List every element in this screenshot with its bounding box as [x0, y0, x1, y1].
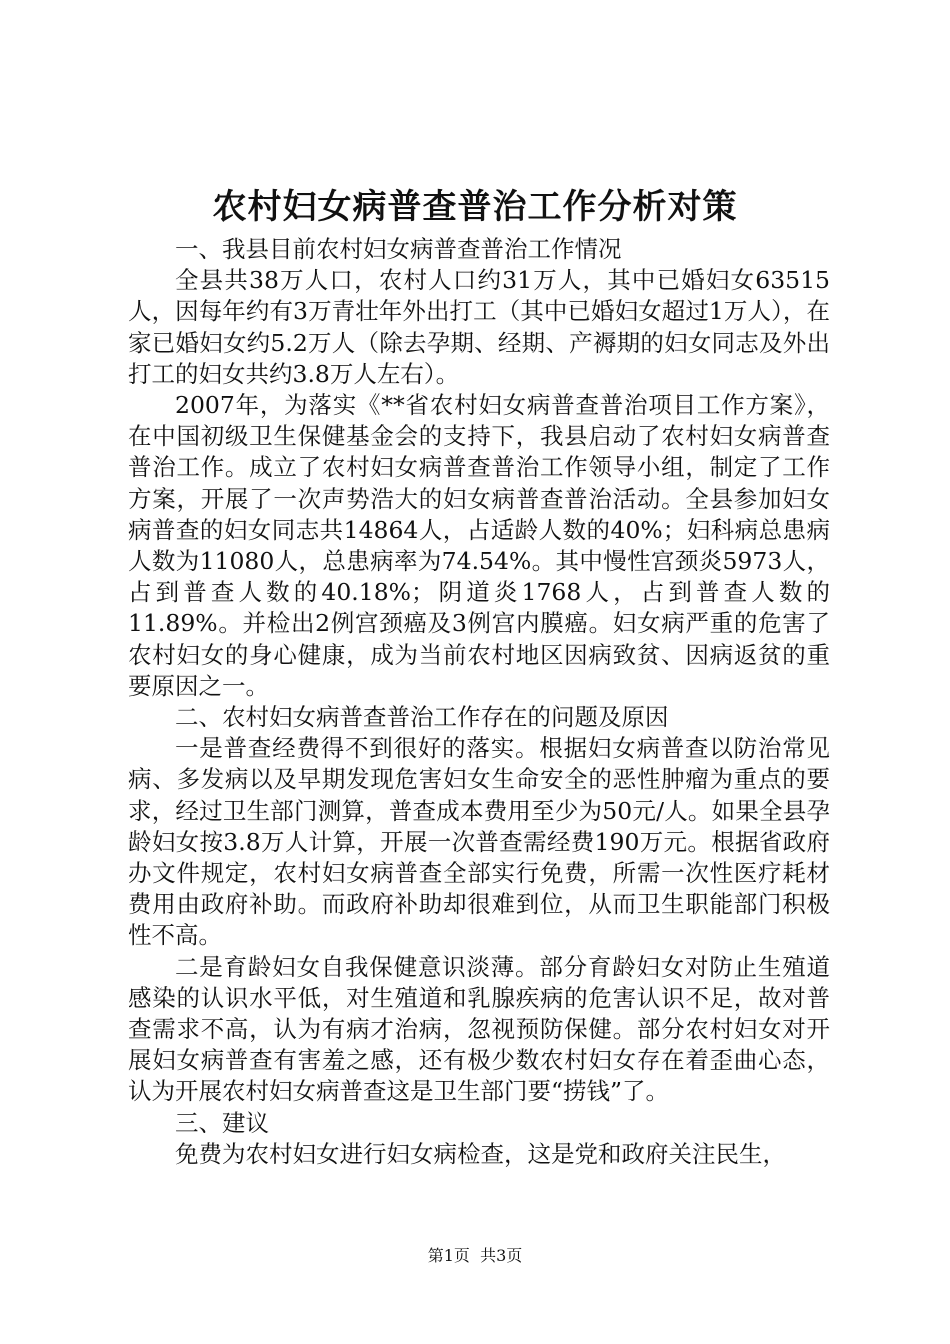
section-heading-3: 三、建议: [175, 1108, 269, 1137]
page-number-footer: 第1页 共3页: [427, 1246, 523, 1265]
document-body: [128, 234, 830, 1170]
paragraph-funding-issue: 一是普查经费得不到很好的落实。根据妇女病普查以防治常见病、多发病以及早期发现危害妇女生命安全的恶性肿瘤为重点的要求，经过卫生部门测算，普查成本费用至少为50元/人。如果全县孕龄妇女按3.8万人计算，开展一次普查需经费190万元。根据省政府办文件规定，农村妇女病普查全部实行免费，所需一次性医疗耗材费用由政府补助。而政府补助却很难到位，从而卫生职能部门积极性不高。: [128, 734, 830, 950]
document-title: 农村妇女病普查普治工作分析对策: [212, 187, 738, 227]
paragraph-suggestion: 免费为农村妇女进行妇女病检查，这是党和政府关注民生，: [175, 1139, 786, 1168]
paragraph-population: 全县共38万人口，农村人口约31万人，其中已婚妇女63515人，因每年约有3万青壮年外出打工（其中已婚妇女超过1万人），在家已婚妇女约5.2万人（除去孕期、经期、产褥期的妇女同志及外出打工的妇女共约3.8万人左右）。: [128, 266, 830, 388]
paragraph-2007-survey: 2007年，为落实《**省农村妇女病普查普治项目工作方案》，在中国初级卫生保健基金会的支持下，我县启动了农村妇女病普查普治工作。成立了农村妇女病普查普治工作领导小组，制定了工作方案，开展了一次声势浩大的妇女病普查普治活动。全县参加妇女病普查的妇女同志共14864人，占适龄人数的40%；妇科病总患病人数为11080人，总患病率为74.54%。其中慢性宫颈炎5973人，占到普查人数的40.18%；阴道炎1768人，占到普查人数的11.89%。并检出2例宫颈癌及3例宫内膜癌。妇女病严重的危害了农村妇女的身心健康，成为当前农村地区因病致贫、因病返贫的重要原因之一。: [128, 391, 830, 700]
section-heading-2: 二、农村妇女病普查普治工作存在的问题及原因: [175, 703, 669, 732]
paragraph-awareness-issue: 二是育龄妇女自我保健意识淡薄。部分育龄妇女对防止生殖道感染的认识水平低，对生殖道和乳腺疾病的危害认识不足，故对普查需求不高，认为有病才治病，忽视预防保健。部分农村妇女对开展妇女病普查有害羞之感，还有极少数农村妇女存在着歪曲心态，认为开展农村妇女病普查这是卫生部门要“捞钱”了。: [128, 952, 830, 1106]
section-heading-1: 一、我县目前农村妇女病普查普治工作情况: [175, 235, 622, 263]
